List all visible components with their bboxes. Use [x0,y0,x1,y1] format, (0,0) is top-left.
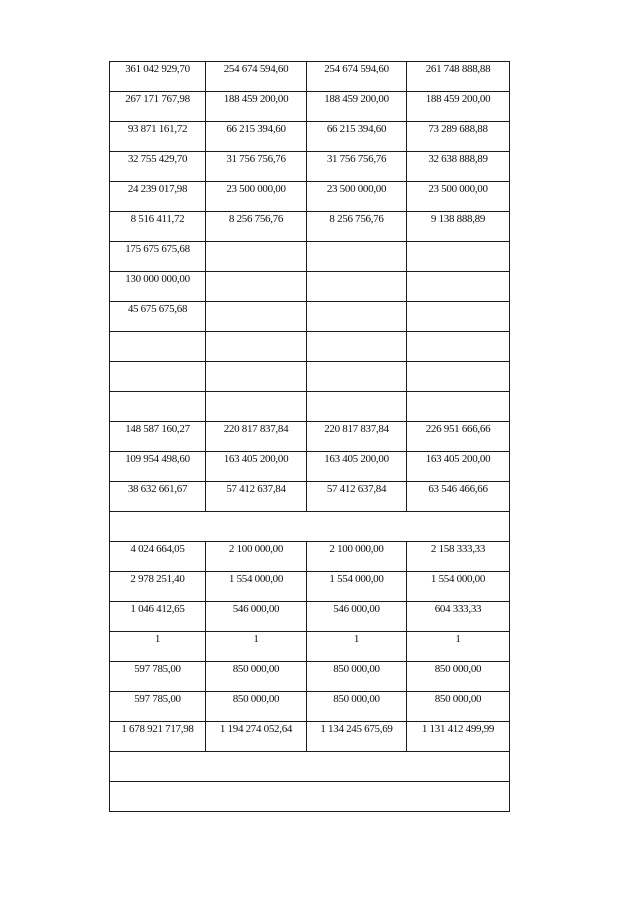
merged-empty-cell [110,512,510,542]
cell-value: 2 100 000,00 [228,543,284,555]
table-cell [407,62,510,92]
cell-value: 1 [353,633,360,645]
cell-value: 4 024 664,05 [130,543,185,555]
table-cell [407,122,510,152]
table-cell [206,302,307,332]
cell-value [307,362,406,363]
table-cell [110,272,206,302]
table-cell [307,542,407,572]
cell-value: 66 215 394,60 [326,123,387,135]
table-cell [110,62,206,92]
table-cell [110,422,206,452]
cell-value: 1 [455,633,461,645]
table-row [110,752,510,782]
table-row [110,182,510,212]
cell-value [206,272,306,273]
table-cell [307,212,407,242]
table-cell [307,722,407,752]
table-cell [110,542,206,572]
table-cell [206,452,307,482]
table-cell [206,272,307,302]
table-cell [206,182,307,212]
table-cell [307,182,407,212]
cell-value: 261 748 888,88 [425,63,491,75]
table-cell [206,692,307,722]
cell-value: 850 000,00 [232,693,280,705]
cell-value: 175 675 675,68 [125,243,190,255]
table-cell [110,152,206,182]
table-cell [110,572,206,602]
table-cell [407,632,510,662]
cell-value [407,242,509,243]
cell-value: 254 674 594,60 [324,63,389,75]
table-cell [110,452,206,482]
cell-value: 2 158 333,33 [430,543,486,555]
cell-value: 1 [154,633,161,645]
cell-value: 546 000,00 [333,603,380,615]
table-cell [307,92,407,122]
table-cell [110,332,206,362]
cell-value: 850 000,00 [333,663,380,675]
table-cell [307,332,407,362]
table-cell [307,452,407,482]
table-cell [407,212,510,242]
table-cell [110,392,206,422]
cell-value: 546 000,00 [232,603,280,615]
cell-value: 850 000,00 [333,693,380,705]
cell-value: 1 131 412 499,99 [421,723,495,735]
table-cell [206,152,307,182]
cell-value: 597 785,00 [134,693,181,705]
cell-value [307,332,406,333]
table-cell [307,362,407,392]
cell-value: 23 500 000,00 [428,183,488,195]
table-cell [206,632,307,662]
table-cell [206,392,307,422]
cell-value: 23 500 000,00 [326,183,387,195]
cell-value: 1 554 000,00 [430,573,486,585]
table-row [110,242,510,272]
cell-value [206,392,306,393]
table-cell [307,272,407,302]
cell-value [407,362,509,363]
table-cell [307,692,407,722]
cell-value [110,362,205,363]
table-cell [110,212,206,242]
table-cell [110,182,206,212]
table-cell [110,302,206,332]
budget-table-body [110,62,510,812]
table-cell [206,542,307,572]
cell-value: 163 405 200,00 [324,453,389,465]
table-row [110,272,510,302]
cell-value: 130 000 000,00 [125,273,190,285]
table-cell [206,122,307,152]
table-cell [110,662,206,692]
cell-value: 57 412 637,84 [326,483,387,495]
cell-value: 32 638 888,89 [428,153,488,165]
cell-value: 226 951 666,66 [425,423,491,435]
table-row [110,452,510,482]
cell-value: 220 817 837,84 [324,423,389,435]
table-row [110,512,510,542]
cell-value: 38 632 661,67 [127,483,188,495]
table-row [110,422,510,452]
table-cell [307,422,407,452]
table-cell [407,572,510,602]
table-cell [307,572,407,602]
table-cell [110,722,206,752]
table-cell [407,302,510,332]
cell-value [407,302,509,303]
merged-empty-cell [110,782,510,812]
cell-value: 45 675 675,68 [127,303,188,315]
cell-value: 597 785,00 [134,663,181,675]
cell-value [307,272,406,273]
cell-value: 188 459 200,00 [425,93,491,105]
cell-value [110,332,205,333]
table-cell [206,92,307,122]
table-row [110,662,510,692]
cell-value: 8 256 756,76 [329,213,384,225]
cell-value: 148 587 160,27 [125,423,190,435]
table-row [110,122,510,152]
cell-value: 63 546 466,66 [428,483,488,495]
table-cell [206,662,307,692]
cell-value [206,302,306,303]
cell-value: 24 239 017,98 [127,183,188,195]
table-row [110,92,510,122]
table-cell [407,92,510,122]
table-row [110,212,510,242]
cell-value: 9 138 888,89 [430,213,486,225]
table-cell [407,722,510,752]
table-row [110,152,510,182]
cell-value: 1 046 412,65 [130,603,185,615]
cell-value: 1 554 000,00 [329,573,384,585]
cell-value: 23 500 000,00 [226,183,286,195]
cell-value: 32 755 429,70 [127,153,188,165]
table-cell [110,482,206,512]
table-cell [307,62,407,92]
table-cell [206,722,307,752]
table-cell [407,182,510,212]
table-cell [307,302,407,332]
table-cell [110,602,206,632]
table-cell [407,392,510,422]
budget-table [109,61,510,812]
cell-value: 66 215 394,60 [226,123,286,135]
cell-value: 93 871 161,72 [127,123,188,135]
table-cell [307,662,407,692]
cell-value: 604 333,33 [434,603,482,615]
table-cell [110,692,206,722]
table-cell [307,242,407,272]
table-row [110,392,510,422]
cell-value [307,242,406,243]
table-cell [407,242,510,272]
table-cell [110,92,206,122]
cell-value [206,362,306,363]
table-cell [307,122,407,152]
table-cell [407,482,510,512]
table-cell [407,692,510,722]
table-cell [110,242,206,272]
cell-value: 1 [253,633,259,645]
table-row [110,602,510,632]
cell-value [110,392,205,393]
cell-value: 2 100 000,00 [329,543,384,555]
table-row [110,632,510,662]
table-cell [206,572,307,602]
table-cell [307,152,407,182]
table-cell [110,362,206,392]
cell-value: 1 194 274 052,64 [219,723,293,735]
table-row [110,542,510,572]
cell-value: 1 134 245 675,69 [320,723,393,735]
cell-value: 267 171 767,98 [125,93,190,105]
table-cell [407,542,510,572]
table-cell [407,332,510,362]
table-cell [206,422,307,452]
cell-value: 163 405 200,00 [223,453,289,465]
table-cell [110,122,206,152]
cell-value [206,242,306,243]
table-cell [407,452,510,482]
cell-value [407,392,509,393]
table-cell [206,362,307,392]
cell-value: 163 405 200,00 [425,453,491,465]
table-cell [307,602,407,632]
table-row [110,302,510,332]
table-row [110,62,510,92]
table-row [110,362,510,392]
cell-value: 109 954 498,60 [125,453,190,465]
cell-value [407,332,509,333]
table-cell [206,212,307,242]
cell-value: 188 459 200,00 [223,93,289,105]
cell-value [307,392,406,393]
cell-value: 8 516 411,72 [130,213,185,225]
table-cell [307,392,407,422]
cell-value [307,302,406,303]
table-cell [307,632,407,662]
table-row [110,692,510,722]
merged-empty-cell [110,752,510,782]
cell-value: 2 978 251,40 [130,573,185,585]
cell-value [206,332,306,333]
cell-value: 254 674 594,60 [223,63,289,75]
cell-value: 850 000,00 [434,663,482,675]
cell-value: 188 459 200,00 [324,93,389,105]
table-cell [206,242,307,272]
table-row [110,482,510,512]
table-cell [407,362,510,392]
table-cell [110,632,206,662]
table-cell [407,152,510,182]
cell-value: 850 000,00 [434,693,482,705]
cell-value: 73 289 688,88 [428,123,488,135]
table-cell [407,602,510,632]
cell-value: 31 756 756,76 [326,153,387,165]
table-cell [206,332,307,362]
table-cell [407,272,510,302]
table-cell [307,482,407,512]
cell-value [407,272,509,273]
table-row [110,782,510,812]
cell-value: 57 412 637,84 [226,483,286,495]
table-cell [206,62,307,92]
table-cell [407,422,510,452]
table-row [110,722,510,752]
table-row [110,332,510,362]
table-row [110,572,510,602]
cell-value: 31 756 756,76 [226,153,286,165]
cell-value: 1 678 921 717,98 [121,723,194,735]
cell-value: 220 817 837,84 [223,423,289,435]
cell-value: 1 554 000,00 [228,573,284,585]
table-cell [407,662,510,692]
table-cell [206,602,307,632]
cell-value: 361 042 929,70 [125,63,190,75]
table-cell [206,482,307,512]
cell-value: 8 256 756,76 [228,213,284,225]
cell-value: 850 000,00 [232,663,280,675]
